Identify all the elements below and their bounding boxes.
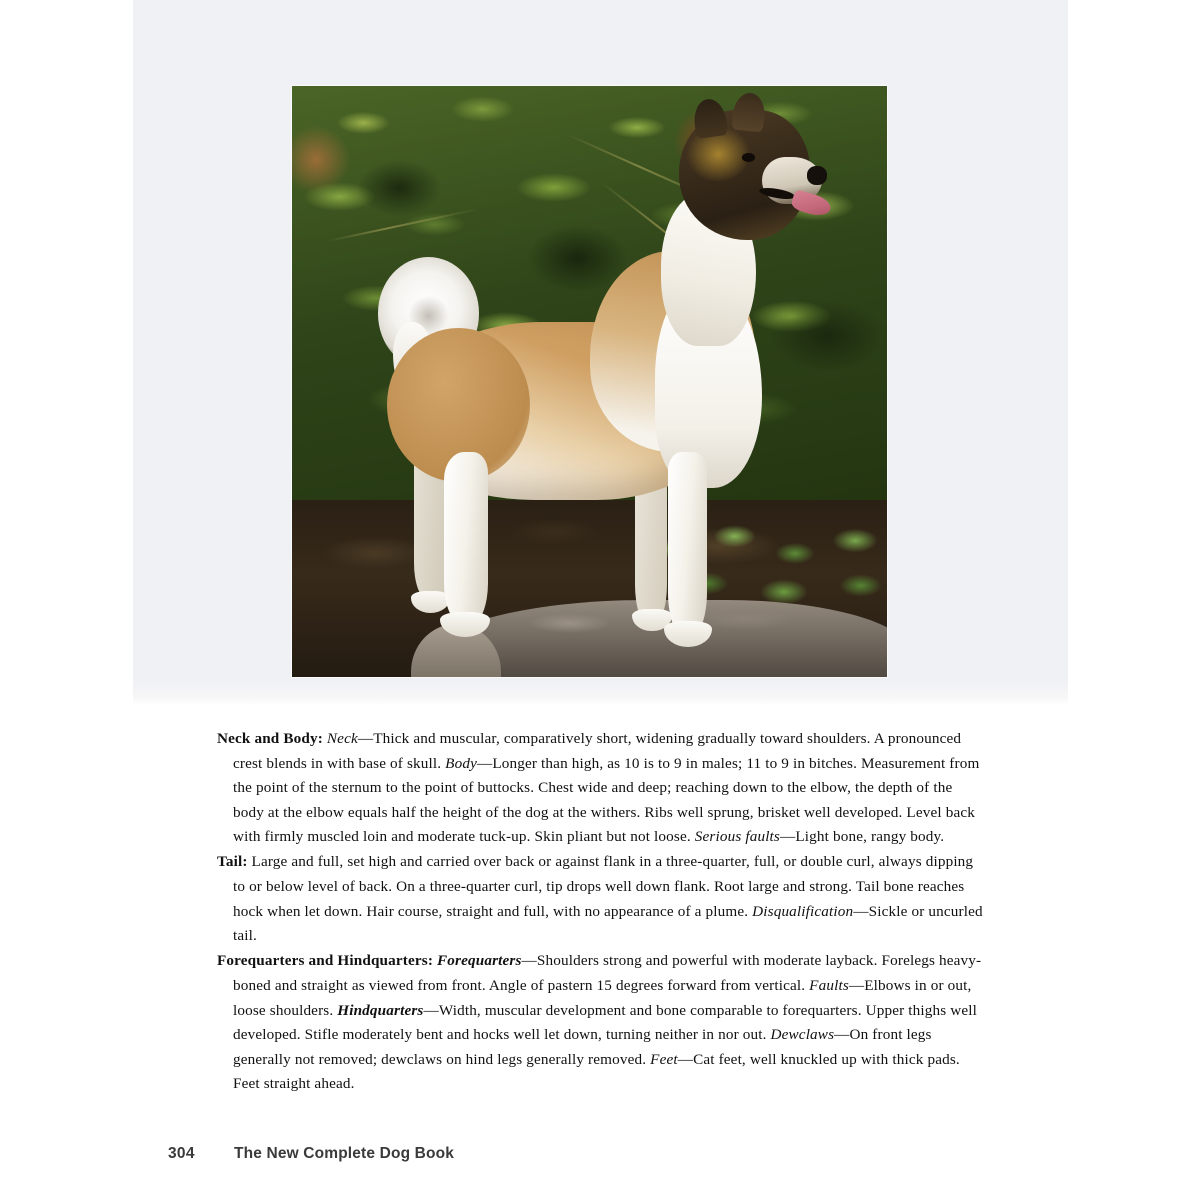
dog-nose <box>807 166 827 185</box>
dog-paw-front-near <box>664 621 712 647</box>
dog-rear-leg-near <box>444 452 488 623</box>
akita-dog <box>292 86 887 677</box>
dog-front-leg-near <box>668 452 707 635</box>
page-number: 304 <box>168 1145 195 1162</box>
dog-eye <box>742 153 755 161</box>
paragraph-tail: Tail: Large and full, set high and carried over back or against flank in a three-quarter, full, or double curl, always dipping to or below level of back. On a three-quarter curl, tip drops well down flank. Root large and strong. Tail bone reaches hock when let down. Hair course, straight and full, with no appearance of a plume. Disqualification—Sickle or uncurled tail. <box>217 853 983 945</box>
dog-paw-rear-near <box>440 612 490 637</box>
dog-ear-left <box>691 97 728 139</box>
photo-scene <box>292 86 887 677</box>
paragraph-neck-and-body: Neck and Body: Neck—Thick and muscular, comparatively short, widening gradually toward shoulders. A pronounced crest blends in with base of skull. Body—Longer than high, as 10 is to 9 in males; 11 to 9 in bitches. Measurement from the point of the sternum to the point of buttocks. Chest wide and deep; reaching down to the elbow, the depth of the body at the elbow equals half the height of the dog at the withers. Ribs well sprung, brisket well developed. Level back with firmly muscled loin and moderate tuck-up. Skin pliant but not loose. Serious faults—Light bone, rangy body. <box>217 730 980 846</box>
page-footer <box>168 1145 454 1163</box>
paragraph-forequarters-and-hindquarters: Forequarters and Hindquarters: Forequarters—Shoulders strong and powerful with moderate layback. Forelegs heavy-boned and straight as viewed from front. Angle of pastern 15 degrees forward from vertical. Faults—Elbows in or out, loose shoulders. Hindquarters—Width, muscular development and bone comparable to forequarters. Upper thighs well developed. Stifle moderately bent and hocks well let down, turning neither in nor out. Dewclaws—On front legs generally not removed; dewclaws on hind legs generally removed. Feet—Cat feet, well knuckled up with thick pads. Feet straight ahead. <box>217 952 982 1093</box>
akita-photograph <box>292 86 887 677</box>
dog-ear-right <box>732 92 768 133</box>
breed-standard-text <box>217 727 987 1097</box>
running-title: The New Complete Dog Book <box>234 1145 455 1162</box>
